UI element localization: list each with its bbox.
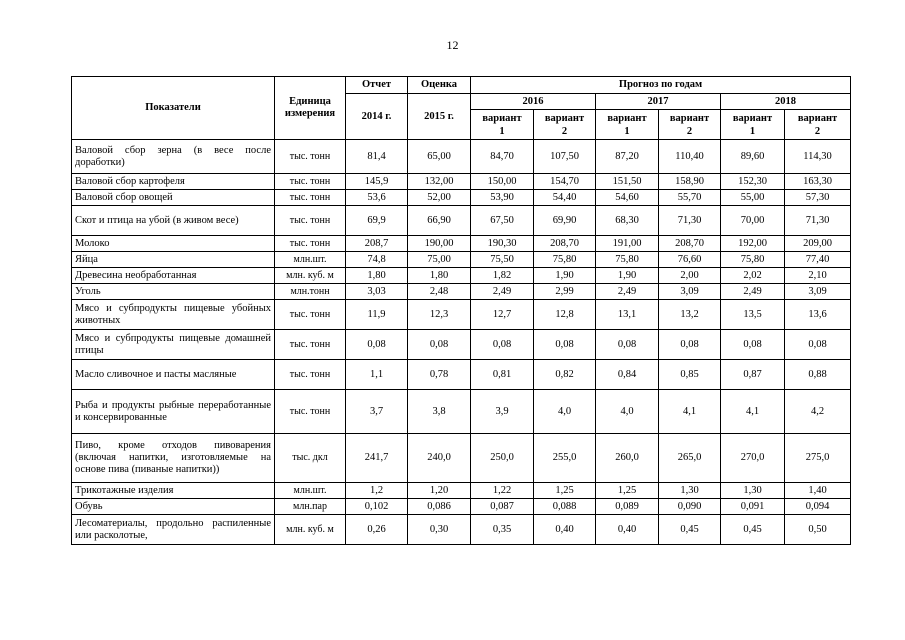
value-cell: 0,090 [659, 499, 721, 515]
value-cell: 74,8 [346, 252, 408, 268]
value-cell: 0,45 [659, 515, 721, 545]
table-row [72, 284, 851, 300]
value-cell: 3,09 [785, 284, 851, 300]
value-cell: 2,49 [471, 284, 534, 300]
indicator-name: Молоко [72, 236, 275, 252]
forecast-table [71, 76, 851, 545]
value-cell: 1,90 [534, 268, 596, 284]
value-cell: 4,0 [596, 390, 659, 434]
value-cell: 0,82 [534, 360, 596, 390]
value-cell: 1,25 [534, 483, 596, 499]
value-cell: 53,6 [346, 190, 408, 206]
value-cell: 71,30 [659, 206, 721, 236]
value-cell: 208,7 [346, 236, 408, 252]
variant-label: вариант [669, 112, 710, 124]
value-cell: 1,2 [346, 483, 408, 499]
header-indicators: Показатели [72, 77, 275, 140]
indicator-name: Трикотажные изделия [72, 483, 275, 499]
value-cell: 57,30 [785, 190, 851, 206]
value-cell: 250,0 [471, 434, 534, 483]
table-header [72, 77, 851, 140]
value-cell: 1,22 [471, 483, 534, 499]
value-cell: 0,26 [346, 515, 408, 545]
value-cell: 1,25 [596, 483, 659, 499]
header-forecast: Прогноз по годам [471, 77, 851, 94]
value-cell: 13,2 [659, 300, 721, 330]
value-cell: 13,1 [596, 300, 659, 330]
value-cell: 84,70 [471, 140, 534, 174]
value-cell: 0,08 [721, 330, 785, 360]
value-cell: 0,85 [659, 360, 721, 390]
value-cell: 255,0 [534, 434, 596, 483]
value-cell: 76,60 [659, 252, 721, 268]
unit-cell: тыс. тонн [275, 300, 346, 330]
value-cell: 3,7 [346, 390, 408, 434]
value-cell: 75,80 [534, 252, 596, 268]
value-cell: 2,48 [408, 284, 471, 300]
value-cell: 151,50 [596, 174, 659, 190]
value-cell: 3,09 [659, 284, 721, 300]
unit-cell: млн. куб. м [275, 268, 346, 284]
value-cell: 67,50 [471, 206, 534, 236]
value-cell: 0,08 [596, 330, 659, 360]
value-cell: 75,50 [471, 252, 534, 268]
value-cell: 3,8 [408, 390, 471, 434]
value-cell: 158,90 [659, 174, 721, 190]
variant-number: 2 [686, 125, 693, 137]
value-cell: 190,00 [408, 236, 471, 252]
header-unit: Единица измерения [275, 77, 346, 140]
value-cell: 132,00 [408, 174, 471, 190]
value-cell: 145,9 [346, 174, 408, 190]
variant-number: 2 [561, 125, 568, 137]
value-cell: 12,3 [408, 300, 471, 330]
value-cell: 0,81 [471, 360, 534, 390]
value-cell: 81,4 [346, 140, 408, 174]
value-cell: 0,086 [408, 499, 471, 515]
unit-cell: млн.тонн [275, 284, 346, 300]
value-cell: 2,49 [596, 284, 659, 300]
value-cell: 1,30 [721, 483, 785, 499]
value-cell: 0,102 [346, 499, 408, 515]
value-cell: 0,094 [785, 499, 851, 515]
value-cell: 1,40 [785, 483, 851, 499]
table-row [72, 252, 851, 268]
indicator-name: Древесина необработанная [72, 268, 275, 284]
value-cell: 107,50 [534, 140, 596, 174]
value-cell: 0,84 [596, 360, 659, 390]
header-year-2015: 2015 г. [408, 94, 471, 140]
variant-number: 1 [624, 125, 630, 137]
table-row [72, 300, 851, 330]
indicator-name: Мясо и субпродукты пищевые домашней птицы [72, 330, 275, 360]
table-body [72, 140, 851, 545]
header-year-2016: 2016 [471, 94, 596, 110]
value-cell: 2,49 [721, 284, 785, 300]
indicator-name: Валовой сбор зерна (в весе после доработки) [72, 140, 275, 174]
variant-label: вариант [797, 112, 838, 124]
page-number: 12 [446, 38, 459, 52]
value-cell: 13,5 [721, 300, 785, 330]
value-cell: 87,20 [596, 140, 659, 174]
unit-cell: млн.шт. [275, 252, 346, 268]
indicator-name: Яйца [72, 252, 275, 268]
table-row [72, 174, 851, 190]
value-cell: 152,30 [721, 174, 785, 190]
value-cell: 0,88 [785, 360, 851, 390]
value-cell: 0,08 [346, 330, 408, 360]
indicator-name: Рыба и продукты рыбные переработанные и консервированные [72, 390, 275, 434]
value-cell: 0,08 [471, 330, 534, 360]
value-cell: 4,2 [785, 390, 851, 434]
header-variant-2016-2 [534, 110, 596, 140]
value-cell: 1,1 [346, 360, 408, 390]
value-cell: 270,0 [721, 434, 785, 483]
value-cell: 0,45 [721, 515, 785, 545]
value-cell: 53,90 [471, 190, 534, 206]
value-cell: 75,00 [408, 252, 471, 268]
value-cell: 2,10 [785, 268, 851, 284]
indicator-name: Валовой сбор картофеля [72, 174, 275, 190]
value-cell: 0,08 [408, 330, 471, 360]
indicator-name: Уголь [72, 284, 275, 300]
variant-number: 2 [814, 125, 821, 137]
indicator-name: Скот и птица на убой (в живом весе) [72, 206, 275, 236]
table-row [72, 190, 851, 206]
variant-label: вариант [607, 112, 647, 124]
indicator-name: Пиво, кроме отходов пивоварения (включая напитки, изготовляемые на основе пива (пиваные напитки)) [72, 434, 275, 483]
value-cell: 0,087 [471, 499, 534, 515]
value-cell: 66,90 [408, 206, 471, 236]
value-cell: 154,70 [534, 174, 596, 190]
value-cell: 1,90 [596, 268, 659, 284]
value-cell: 114,30 [785, 140, 851, 174]
value-cell: 77,40 [785, 252, 851, 268]
unit-cell: тыс. дкл [275, 434, 346, 483]
value-cell: 0,08 [659, 330, 721, 360]
variant-label: вариант [544, 112, 585, 124]
header-report: Отчет [346, 77, 408, 94]
value-cell: 265,0 [659, 434, 721, 483]
value-cell: 4,1 [659, 390, 721, 434]
value-cell: 4,1 [721, 390, 785, 434]
indicator-name: Лесоматериалы, продольно распиленные или расколотые, [72, 515, 275, 545]
table-row [72, 434, 851, 483]
value-cell: 52,00 [408, 190, 471, 206]
value-cell: 110,40 [659, 140, 721, 174]
value-cell: 0,35 [471, 515, 534, 545]
value-cell: 11,9 [346, 300, 408, 330]
value-cell: 0,30 [408, 515, 471, 545]
header-year-2014: 2014 г. [346, 94, 408, 140]
table-row [72, 390, 851, 434]
header-variant-2018-1 [721, 110, 785, 140]
variant-number: 1 [499, 125, 505, 137]
unit-cell: млн.пар [275, 499, 346, 515]
header-variant-2018-2 [785, 110, 851, 140]
value-cell: 241,7 [346, 434, 408, 483]
unit-cell: млн. куб. м [275, 515, 346, 545]
header-year-2017: 2017 [596, 94, 721, 110]
value-cell: 12,8 [534, 300, 596, 330]
value-cell: 55,00 [721, 190, 785, 206]
table-row [72, 360, 851, 390]
table-row [72, 236, 851, 252]
value-cell: 0,78 [408, 360, 471, 390]
value-cell: 89,60 [721, 140, 785, 174]
variant-label: вариант [482, 112, 522, 124]
indicator-name: Валовой сбор овощей [72, 190, 275, 206]
value-cell: 0,50 [785, 515, 851, 545]
unit-cell: тыс. тонн [275, 360, 346, 390]
value-cell: 1,80 [346, 268, 408, 284]
unit-cell: тыс. тонн [275, 140, 346, 174]
value-cell: 163,30 [785, 174, 851, 190]
value-cell: 190,30 [471, 236, 534, 252]
unit-cell: тыс. тонн [275, 174, 346, 190]
value-cell: 0,088 [534, 499, 596, 515]
value-cell: 1,80 [408, 268, 471, 284]
header-variant-2017-1 [596, 110, 659, 140]
value-cell: 70,00 [721, 206, 785, 236]
value-cell: 0,40 [596, 515, 659, 545]
header-estimate: Оценка [408, 77, 471, 94]
value-cell: 0,08 [785, 330, 851, 360]
value-cell: 0,87 [721, 360, 785, 390]
value-cell: 1,20 [408, 483, 471, 499]
value-cell: 191,00 [596, 236, 659, 252]
value-cell: 69,90 [534, 206, 596, 236]
unit-cell: тыс. тонн [275, 206, 346, 236]
value-cell: 260,0 [596, 434, 659, 483]
value-cell: 3,9 [471, 390, 534, 434]
value-cell: 0,089 [596, 499, 659, 515]
value-cell: 69,9 [346, 206, 408, 236]
value-cell: 75,80 [721, 252, 785, 268]
value-cell: 1,30 [659, 483, 721, 499]
value-cell: 209,00 [785, 236, 851, 252]
header-variant-2016-1 [471, 110, 534, 140]
value-cell: 13,6 [785, 300, 851, 330]
value-cell: 0,091 [721, 499, 785, 515]
unit-cell: тыс. тонн [275, 236, 346, 252]
indicator-name: Масло сливочное и пасты масляные [72, 360, 275, 390]
value-cell: 208,70 [659, 236, 721, 252]
value-cell: 54,60 [596, 190, 659, 206]
table-row [72, 206, 851, 236]
value-cell: 192,00 [721, 236, 785, 252]
value-cell: 65,00 [408, 140, 471, 174]
table-row [72, 268, 851, 284]
value-cell: 208,70 [534, 236, 596, 252]
value-cell: 2,02 [721, 268, 785, 284]
value-cell: 1,82 [471, 268, 534, 284]
unit-cell: тыс. тонн [275, 390, 346, 434]
value-cell: 71,30 [785, 206, 851, 236]
table-row [72, 140, 851, 174]
value-cell: 0,08 [534, 330, 596, 360]
value-cell: 240,0 [408, 434, 471, 483]
value-cell: 75,80 [596, 252, 659, 268]
value-cell: 3,03 [346, 284, 408, 300]
header-variant-2017-2 [659, 110, 721, 140]
unit-cell: тыс. тонн [275, 190, 346, 206]
indicator-name: Мясо и субпродукты пищевые убойных животных [72, 300, 275, 330]
value-cell: 275,0 [785, 434, 851, 483]
value-cell: 55,70 [659, 190, 721, 206]
value-cell: 0,40 [534, 515, 596, 545]
value-cell: 4,0 [534, 390, 596, 434]
table-row [72, 330, 851, 360]
header-year-2018: 2018 [721, 94, 851, 110]
table-row [72, 515, 851, 545]
variant-label: вариант [732, 112, 773, 124]
value-cell: 2,00 [659, 268, 721, 284]
unit-cell: тыс. тонн [275, 330, 346, 360]
indicator-name: Обувь [72, 499, 275, 515]
unit-cell: млн.шт. [275, 483, 346, 499]
table-row [72, 499, 851, 515]
value-cell: 68,30 [596, 206, 659, 236]
value-cell: 54,40 [534, 190, 596, 206]
value-cell: 12,7 [471, 300, 534, 330]
variant-number: 1 [749, 125, 756, 137]
table-row [72, 483, 851, 499]
value-cell: 2,99 [534, 284, 596, 300]
value-cell: 150,00 [471, 174, 534, 190]
